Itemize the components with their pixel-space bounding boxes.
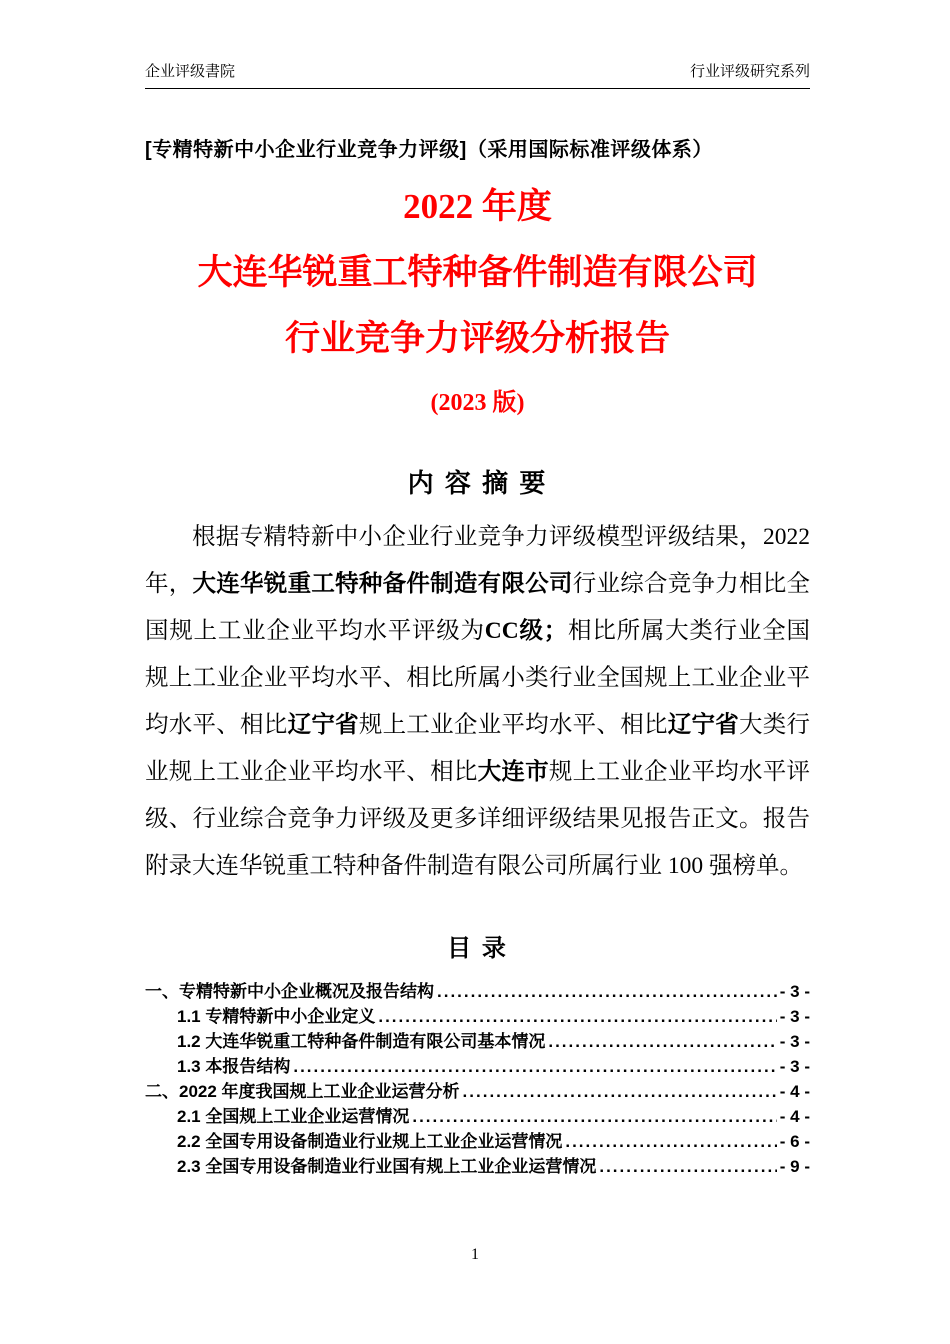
table-of-contents bbox=[145, 979, 810, 1179]
summary-paragraph bbox=[145, 514, 810, 890]
toc-item[interactable] bbox=[145, 1004, 810, 1029]
toc-leader-dots bbox=[548, 1029, 776, 1054]
toc-item-page: - 6 - bbox=[779, 1132, 810, 1151]
rating-system-line: [专精特新中小企业行业竞争力评级]（采用国际标准评级体系） bbox=[145, 139, 713, 161]
toc-leader-dots bbox=[412, 1104, 776, 1129]
toc-heading: 目 录 bbox=[447, 935, 508, 962]
toc-item-label: 2.2 全国专用设备制造业行业规上工业企业运营情况 bbox=[177, 1132, 563, 1151]
toc-item-label: 1.3 本报告结构 bbox=[177, 1057, 291, 1076]
toc-item-page: - 4 - bbox=[779, 1107, 810, 1126]
toc-item-page: - 9 - bbox=[779, 1157, 810, 1176]
header-left-text: 企业评级書院 bbox=[145, 63, 236, 80]
toc-item-label: 1.2 大连华锐重工特种备件制造有限公司基本情况 bbox=[177, 1032, 546, 1051]
toc-item-page: - 3 - bbox=[779, 1032, 810, 1051]
title-report: 行业竞争力评级分析报告 bbox=[284, 319, 670, 358]
toc-leader-dots bbox=[293, 1054, 776, 1079]
summary-text-emphasis: 辽宁省 bbox=[667, 712, 739, 738]
toc-item-label: 2.1 全国规上工业企业运营情况 bbox=[177, 1107, 410, 1126]
summary-text-emphasis: CC级； bbox=[484, 618, 568, 644]
title-edition: (2023 版) bbox=[430, 390, 525, 416]
toc-item[interactable] bbox=[145, 1054, 810, 1079]
toc-item-label: 一、专精特新中小企业概况及报告结构 bbox=[145, 982, 434, 1001]
title-year: 2022 年度 bbox=[403, 187, 552, 226]
summary-text-run: 大类行业规上工业企业平均水平、相比 bbox=[145, 712, 811, 785]
toc-item[interactable] bbox=[145, 1154, 810, 1179]
toc-item-label: 二、2022 年度我国规上工业企业运营分析 bbox=[145, 1082, 460, 1101]
summary-heading: 内 容 摘 要 bbox=[407, 468, 548, 498]
toc-item-page: - 3 - bbox=[779, 1007, 810, 1026]
toc-item-label: 2.3 全国专用设备制造业行业国有规上工业企业运营情况 bbox=[177, 1157, 597, 1176]
toc-item[interactable] bbox=[145, 1079, 810, 1104]
summary-text-run: 相比所属大类行业全国规上工业企业平均水平、相比所属小类行业全国规上工业企业平均水平、相比 bbox=[145, 618, 810, 738]
toc-leader-dots bbox=[378, 1004, 776, 1029]
summary-text-run: 根据专精特新中小企业行业竞争力评级模型评级结果，2022 年， bbox=[145, 524, 810, 597]
page-header bbox=[145, 60, 810, 89]
toc-item-page: - 3 - bbox=[779, 1057, 810, 1076]
toc-leader-dots bbox=[565, 1129, 776, 1154]
toc-leader-dots bbox=[463, 1079, 777, 1104]
summary-text-run: 行业综合竞争力相比全国规上工业企业平均水平评级为 bbox=[145, 571, 811, 644]
summary-text-run: 规上工业企业平均水平、相比 bbox=[358, 712, 668, 738]
summary-text-emphasis: 大连华锐重工特种备件制造有限公司 bbox=[192, 571, 573, 597]
title-company: 大连华锐重工特种备件制造有限公司 bbox=[197, 253, 758, 292]
toc-leader-dots bbox=[437, 979, 777, 1004]
toc-item[interactable] bbox=[145, 1029, 810, 1054]
summary-text-run: 规上工业企业平均水平评级、行业综合竞争力评级及更多详细评级结果见报告正文。报告附录大连华锐重工特种备件制造有限公司所属行业 100 强榜单。 bbox=[145, 759, 811, 879]
toc-item-page: - 4 - bbox=[779, 1082, 810, 1101]
toc-item[interactable] bbox=[145, 1104, 810, 1129]
toc-leader-dots bbox=[599, 1154, 776, 1179]
toc-item-label: 1.1 专精特新中小企业定义 bbox=[177, 1007, 376, 1026]
toc-item[interactable] bbox=[145, 1129, 810, 1154]
toc-item[interactable] bbox=[145, 979, 810, 1004]
header-right-text: 行业评级研究系列 bbox=[689, 63, 810, 80]
summary-text-emphasis: 大连市 bbox=[477, 759, 549, 785]
toc-item-page: - 3 - bbox=[779, 982, 810, 1001]
page-number: 1 bbox=[471, 1246, 479, 1263]
summary-text-emphasis: 辽宁省 bbox=[287, 712, 359, 738]
